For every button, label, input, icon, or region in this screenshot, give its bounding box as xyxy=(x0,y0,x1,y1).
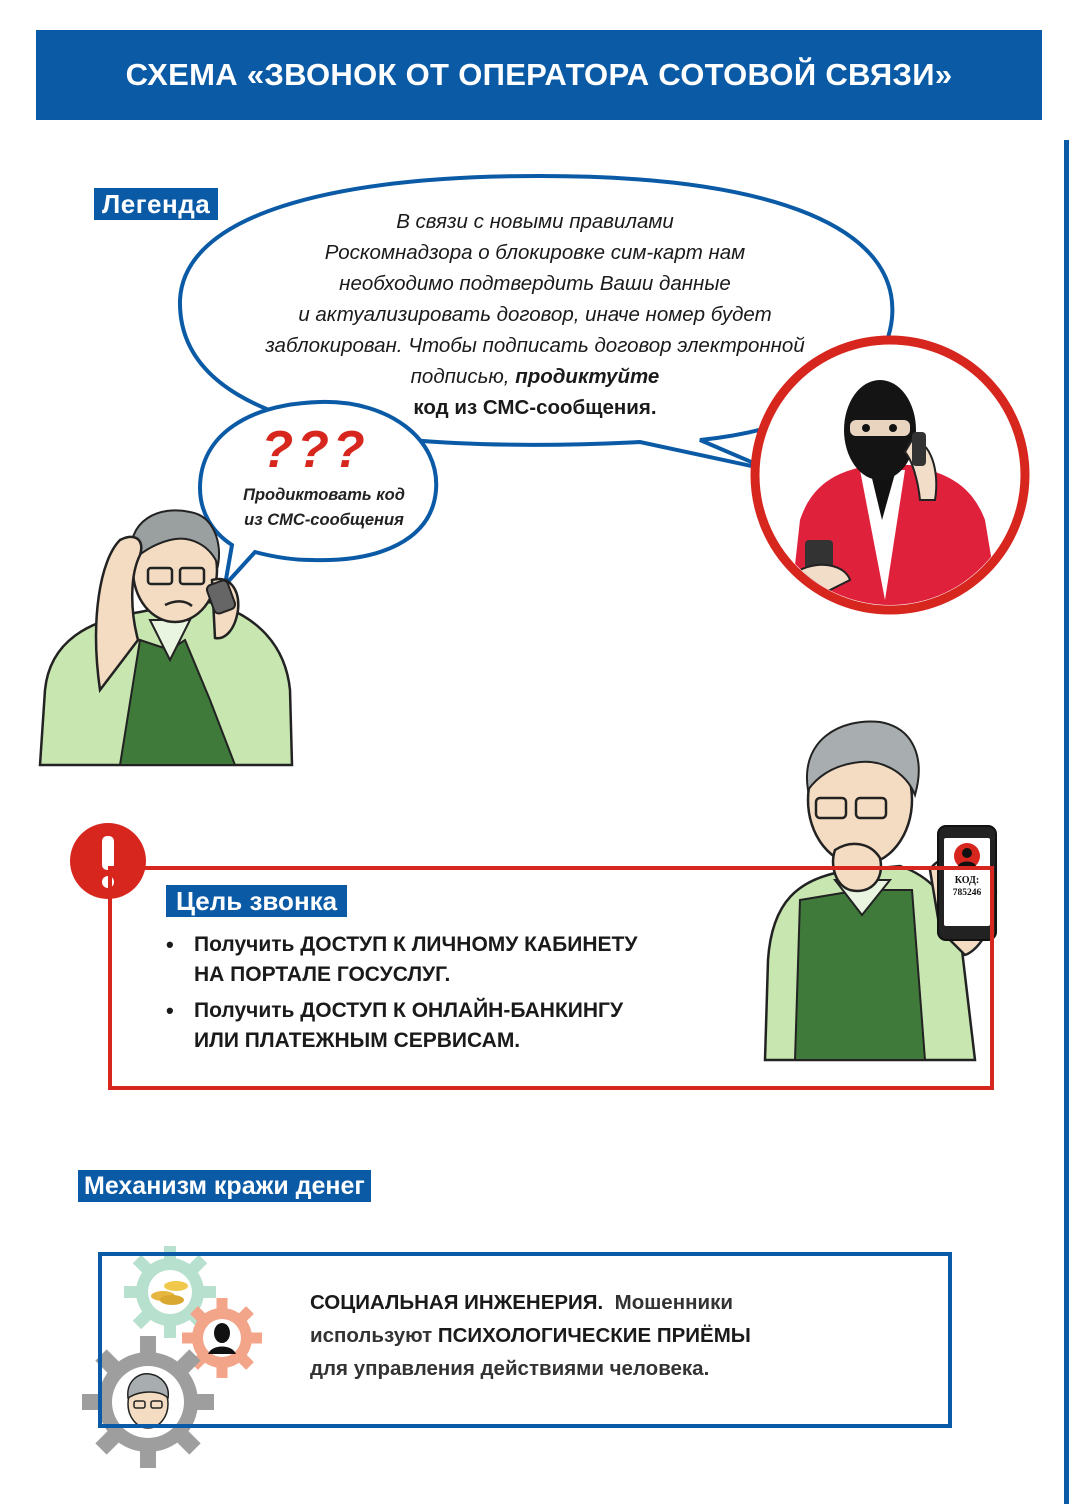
victim-line: из СМС-сообщения xyxy=(244,511,404,529)
operator-line-bold: продиктуйте xyxy=(515,365,660,388)
victim-speech-text xyxy=(214,483,434,533)
mechanism-tag: Механизм кражи денег xyxy=(78,1170,371,1202)
mechanism-normal: используют xyxy=(310,1324,433,1347)
goal-item-text: ДОСТУП К ЛИЧНОМУ КАБИНЕТУ xyxy=(300,933,638,956)
operator-line: Роскомнадзора о блокировке сим-карт нам xyxy=(324,241,746,264)
mechanism-strong: СОЦИАЛЬНАЯ ИНЖЕНЕРИЯ. xyxy=(310,1291,604,1314)
victim-line: Продиктовать код xyxy=(243,486,405,504)
goal-tag: Цель звонка xyxy=(166,885,347,917)
operator-line: и актуализировать договор, иначе номер будет xyxy=(298,303,772,326)
phone-code-value: 785246 xyxy=(952,888,982,898)
list-item xyxy=(160,996,740,1056)
page-title: СХЕМА «ЗВОНОК ОТ ОПЕРАТОРА СОТОВОЙ СВЯЗИ» xyxy=(125,57,953,92)
phone-code-label: КОД: xyxy=(954,875,980,886)
mechanism-normal: Мошенники xyxy=(614,1291,733,1314)
operator-line: В связи с новыми правилами xyxy=(396,210,674,233)
mechanism-line xyxy=(310,1286,870,1319)
operator-line-bold: код из СМС-сообщения. xyxy=(413,396,657,419)
mechanism-text xyxy=(310,1286,870,1385)
goal-item-text: ДОСТУП К ОНЛАЙН-БАНКИНГУ xyxy=(300,999,624,1022)
question-marks: ??? xyxy=(261,421,369,479)
legend-tag: Легенда xyxy=(94,188,218,220)
goal-item-text: ИЛИ ПЛАТЕЖНЫМ СЕРВИСАМ. xyxy=(194,1029,521,1052)
goal-item-lead: Получить xyxy=(194,933,295,956)
mechanism-line xyxy=(310,1319,870,1352)
goal-list xyxy=(160,930,740,1062)
goal-item-text: НА ПОРТАЛЕ ГОСУСЛУГ. xyxy=(194,963,451,986)
mechanism-strong: ПСИХОЛОГИЧЕСКИЕ ПРИЁМЫ xyxy=(437,1324,751,1347)
goal-item-lead: Получить xyxy=(194,999,295,1022)
operator-line-normal: подписью, xyxy=(410,365,510,388)
operator-line: заблокирован. Чтобы подписать договор электронной xyxy=(265,334,805,357)
operator-line: необходимо подтвердить Ваши данные xyxy=(339,272,731,295)
operator-speech-text xyxy=(210,206,860,423)
operator-line xyxy=(210,361,860,392)
list-item xyxy=(160,930,740,990)
mechanism-line: для управления действиями человека. xyxy=(310,1357,710,1380)
